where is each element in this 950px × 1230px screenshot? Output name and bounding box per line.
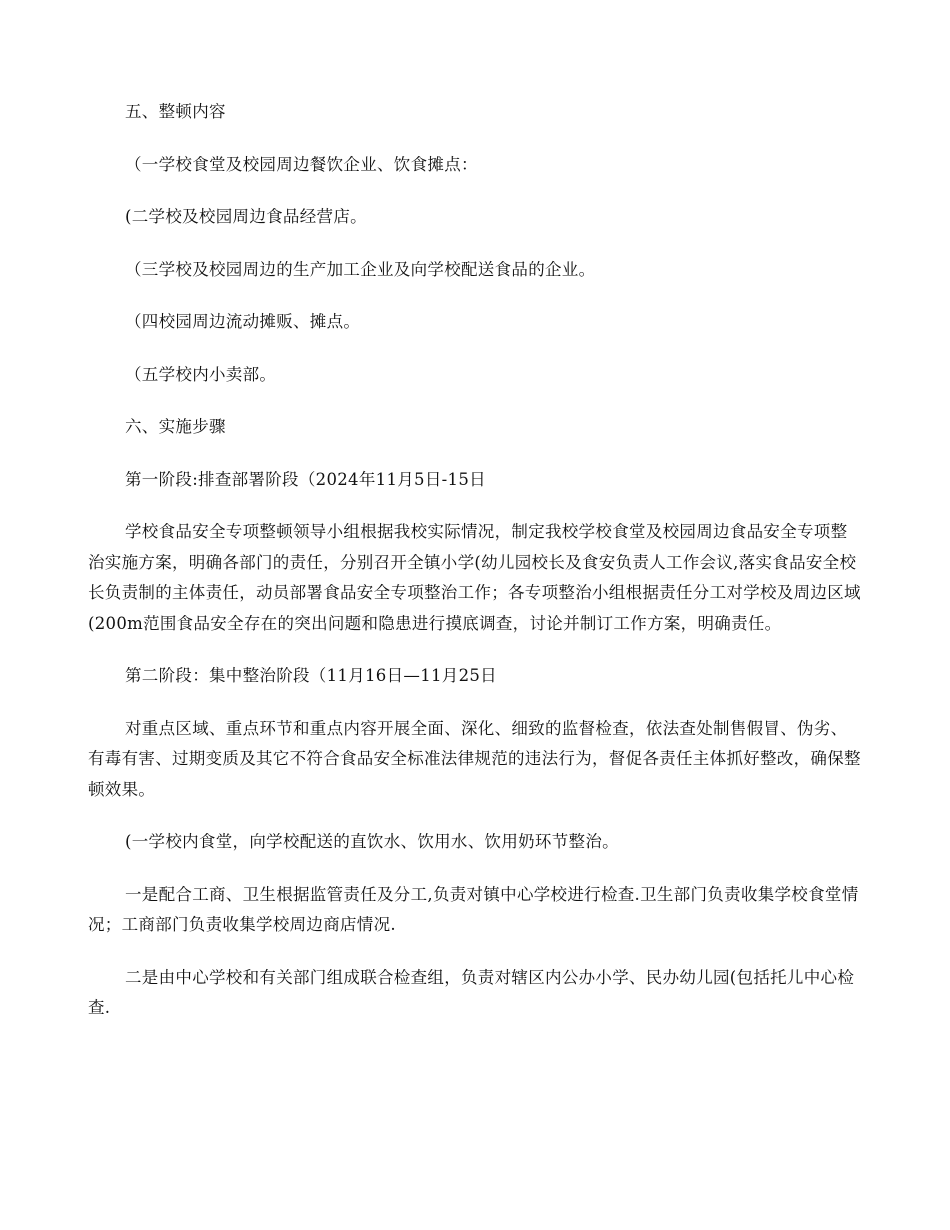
stage-one-body: 学校食品安全专项整顿领导小组根据我校实际情况，制定我校学校食堂及校园周边食品安全专项整治实施方案，明确各部门的责任，分别召开全镇小学(幼儿园校长及食安负责人工作会议,落实食品安全校长负责制的主体责任，动员部署食品安全专项整治工作；各专项整治小组根据责任分工对学校及周边区域(200m范围食品安全存在的突出问题和隐患进行摸底调查，讨论并制订工作方案，明确责任。 [88,522,861,633]
point-two-body: 二是由中心学校和有关部门组成联合检查组，负责对辖区内公办小学、民办幼儿园(包括托儿中心检查. [88,967,855,1017]
point-one-body: 一是配合工商、卫生根据监管责任及分工,负责对镇中心学校进行检查.卫生部门负责收集学校食堂情况；工商部门负责收集学校周边商店情况. [88,884,859,934]
stage-two-body: 对重点区域、重点环节和重点内容开展全面、深化、细致的监督检查，依法查处制售假冒、伪劣、有毒有害、过期变质及其它不符合食品安全标准法律规范的违法行为，督促各责任主体抓好整改，确保整顿效果。 [88,718,861,799]
stage-one-heading: 第一阶段:排查部署阶段（2024年11月5日-15日 [125,469,486,489]
list-item-street-vendors: （四校园周边流动摊贩、摊点。 [125,312,361,331]
stage-two-heading: 第二阶段：集中整治阶段（11月16日—11月25日 [125,666,497,685]
list-item-school-shop: （五学校内小卖部。 [125,364,277,384]
document-page [88,97,862,1024]
list-item-canteen-catering: （一学校食堂及校园周边餐饮企业、饮食摊点： [125,154,478,174]
list-item-processing-enterprises: （三学校及校园周边的生产加工企业及向学校配送食品的企业。 [125,259,596,279]
section-heading-implementation-steps: 六、实施步骤 [125,417,226,436]
section-heading-rectification-content: 五、整顿内容 [125,102,226,121]
list-item-food-stores: (二学校及校园周边食品经营店。 [125,207,367,226]
sub-item-canteen-water-milk: (一学校内食堂，向学校配送的直饮水、饮用水、饮用奶环节整治。 [125,832,619,851]
